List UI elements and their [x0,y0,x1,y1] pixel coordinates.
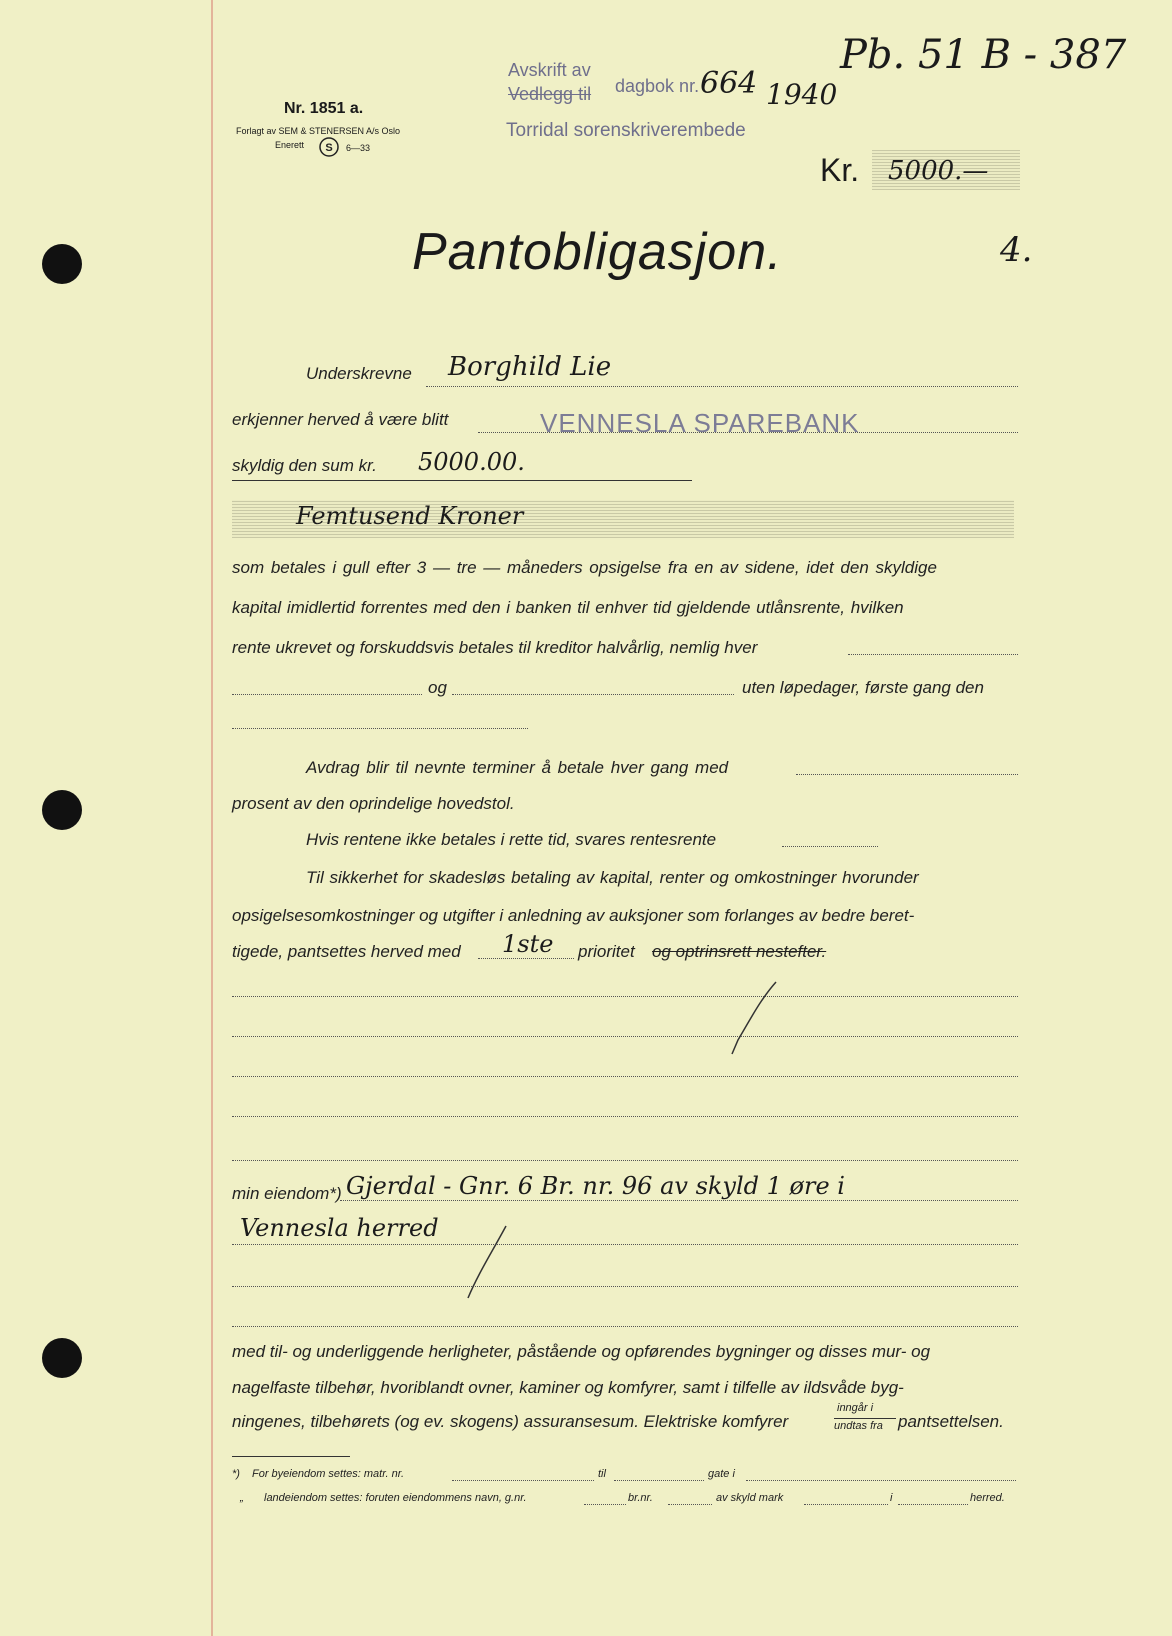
dotted-line [232,694,422,695]
body-line: Avdrag blir til nevnte terminer å betale hver gang med [306,758,729,777]
dotted-line [232,728,528,729]
dotted-line [232,1244,1018,1245]
body-line: ningenes, tilbehørets (og ev. skogens) assuransesum. Elektriske komfyrer [232,1412,789,1431]
dotted-line [232,1326,1018,1327]
punch-hole [42,1338,82,1378]
kr-amount: 5000.— [888,156,989,186]
footnote-text: i [890,1492,893,1504]
eiendom-value: Gjerdal - Gnr. 6 Br. nr. 96 av skyld 1 øre i [346,1172,845,1200]
sum-words: Femtusend Kroner [296,502,524,530]
creditor-line [478,432,1018,433]
dotted-line [232,1076,1018,1077]
body-line: nagelfaste tilbehør, hvoriblandt ovner, kaminer og komfyrer, samt i tilfelle av ildsvåde byg- [232,1378,904,1397]
sum-line [232,480,692,481]
struck-text: og optrinsrett nestefter. [652,942,827,961]
fraction-top: inngår i [837,1402,874,1414]
footnote-text: gate i [708,1468,735,1480]
cancel-stroke [440,1222,520,1302]
dagbok-year: 1940 [766,78,838,111]
stamp-dagbok: dagbok nr. [615,76,700,96]
underskrevne-line [426,386,1018,387]
footnote-mark: *) [232,1468,240,1480]
body-line: som betales i gull efter 3 — tre — måneders opsigelse fra en av sidene, idet den skyldige [232,558,937,577]
kr-label: Kr. [820,152,860,188]
sum-value: 5000.00. [418,448,525,476]
underskrevne-value: Borghild Lie [448,352,612,382]
cancel-stroke [720,980,790,1060]
dotted-line [804,1504,888,1505]
publisher-logo [318,136,340,158]
publisher-code: 6—33 [346,143,371,153]
body-og: og [428,678,447,697]
body-line: uten løpedager, første gang den [742,678,984,697]
dotted-line [614,1480,704,1481]
stamp-office: Torridal sorenskriverembede [506,120,746,141]
publisher-line: Forlagt av SEM & STENERSEN A/s Oslo [236,126,401,136]
body-line: med til- og underliggende herligheter, påstående og opførendes bygninger og disses mur- og [232,1342,931,1361]
body-line: prioritet [578,942,635,961]
dotted-line [232,1160,1018,1161]
body-line: rente ukrevet og forskuddsvis betales til kreditor halvårlig, nemlig hver [232,638,758,657]
dotted-line [452,694,734,695]
erkjenner-label: erkjenner herved å være blitt [232,410,449,429]
dotted-line [232,1036,1018,1037]
body-line: tigede, pantsettes herved med [232,942,461,961]
eiendom-label: min eiendom*) [232,1184,342,1203]
creditor-stamp: VENNESLA SPAREBANK [540,408,860,438]
dotted-line [584,1504,626,1505]
body-line: opsigelsesomkostninger og utgifter i anledning av auksjoner som forlanges av bedre beret- [232,906,915,925]
dotted-line [340,1200,1018,1201]
stamp-vedlegg: Vedlegg til [508,84,592,104]
dotted-line [848,654,1018,655]
body-line: kapital imidlertid forrentes med den i banken til enhver tid gjeldende utlånsrente, hvilken [232,598,904,617]
body-line: prosent av den oprindelige hovedstol. [232,794,515,813]
footnote-text: br.nr. [628,1492,653,1504]
footnote-text: For byeiendom settes: matr. nr. [252,1468,405,1480]
fraction-bar [834,1418,896,1419]
underskrevne-label: Underskrevne [306,364,412,383]
herred-value: Vennesla herred [240,1214,439,1242]
footnote-rule [232,1456,350,1457]
body-line: pantsettelsen. [898,1412,1004,1431]
dotted-line [668,1504,712,1505]
dotted-line [898,1504,968,1505]
body-line: Hvis rentene ikke betales i rette tid, svares rentesrente [306,830,717,849]
stamp-avskrift: Avskrift av [508,60,591,80]
svg-text:S: S [325,142,333,154]
dotted-line [232,996,1018,997]
dotted-line [232,1286,1018,1287]
dotted-line [796,774,1018,775]
document-title: Pantobligasjon. [412,223,783,281]
margin-line [211,0,213,1636]
footnote-text: herred. [970,1492,1005,1504]
footnote-text: til [598,1468,606,1480]
footnote-text: landeiendom settes: foruten eiendommens navn, g.nr. [264,1492,527,1504]
dagbok-number: 664 [700,66,758,101]
punch-hole [42,790,82,830]
form-number: Nr. 1851 a. [284,100,364,117]
skyldig-label: skyldig den sum kr. [232,456,377,475]
punch-hole [42,244,82,284]
archive-reference: Pb. 51 B - 387 [840,32,1127,78]
body-line: Til sikkerhet for skadesløs betaling av kapital, renter og omkostninger hvorunder [306,868,919,887]
priority-value: 1ste [502,930,554,958]
dotted-line [746,1480,1016,1481]
dotted-line [782,846,878,847]
dotted-line [478,958,574,959]
title-mark: 4. [1000,230,1033,270]
fraction-bottom: undtas fra [834,1420,883,1432]
dotted-line [452,1480,594,1481]
footnote-mark: „ [240,1492,244,1504]
publisher-line-2: Enerett [275,140,305,150]
dotted-line [232,1116,1018,1117]
footnote-text: av skyld mark [716,1492,784,1504]
